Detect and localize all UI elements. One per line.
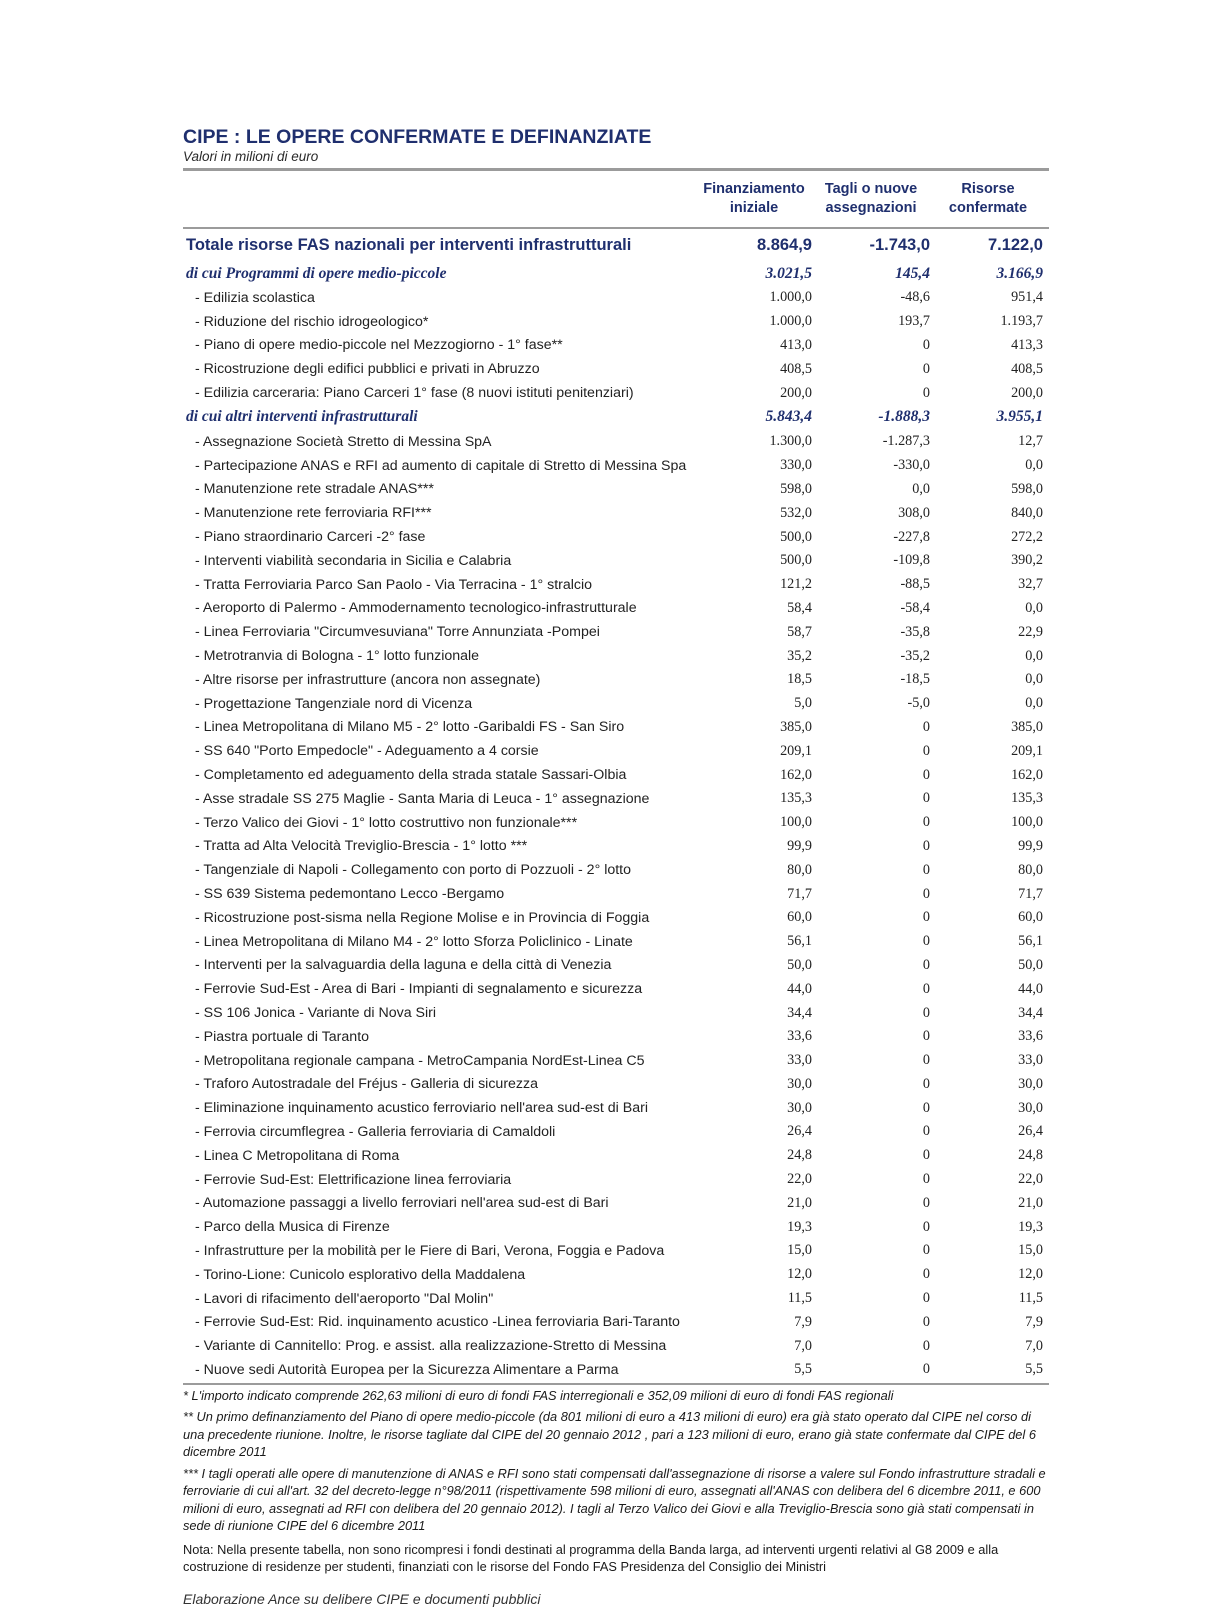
table-row [183,620,1049,644]
item-risorse: 30,0 [1018,1099,1043,1116]
table-row [183,692,1049,716]
item-label: - Riduzione del rischio idrogeologico* [195,313,429,330]
table-row [183,1263,1049,1287]
item-risorse: 99,9 [1018,837,1043,854]
table-row [183,1025,1049,1049]
item-finanziamento: 408,5 [780,360,812,377]
item-label: - Progettazione Tangenziale nord di Vicenza [195,695,473,712]
table-row [183,811,1049,835]
item-risorse: 22,9 [1018,623,1043,640]
item-risorse: 21,0 [1018,1194,1043,1211]
item-tagli: 0 [922,1028,930,1045]
table-row [183,1096,1049,1120]
item-tagli: 0 [922,1218,930,1235]
table-row [183,573,1049,597]
header-line: Tagli o nuove [824,181,918,197]
header-risorse-confermate [927,180,1049,218]
document [183,125,1049,1607]
item-finanziamento: 33,0 [787,1052,812,1069]
total-label: Totale risorse FAS nazionali per interventi infrastrutturali [186,235,632,254]
item-label: - Variante di Cannitello: Prog. e assist. alla realizzazione-Stretto di Messina [195,1338,667,1355]
item-label: - Manutenzione rete stradale ANAS*** [195,481,434,498]
item-tagli: 0 [922,336,930,353]
item-risorse: 33,6 [1018,1028,1043,1045]
item-label: - Manutenzione rete ferroviaria RFI*** [195,505,432,522]
item-tagli: -48,6 [900,289,930,306]
table-row [183,668,1049,692]
item-tagli: 0 [922,790,930,807]
table-row [183,1310,1049,1334]
item-tagli: 193,7 [898,313,930,330]
item-finanziamento: 80,0 [787,861,812,878]
table-row [183,1239,1049,1263]
item-label: - Traforo Autostradale del Fréjus - Galleria di sicurezza [195,1076,539,1093]
table-row [183,858,1049,882]
item-risorse: 60,0 [1018,909,1043,926]
footnotes [183,1387,1049,1535]
item-finanziamento: 7,0 [794,1337,812,1354]
table-row [183,334,1049,358]
item-risorse: 0,0 [1025,599,1043,616]
table-row [183,1168,1049,1192]
item-finanziamento: 30,0 [787,1075,812,1092]
table-row [183,1334,1049,1358]
item-finanziamento: 18,5 [787,671,812,688]
item-finanziamento: 56,1 [787,933,812,950]
table-row [183,930,1049,954]
table-bottom-rule [183,1383,1049,1385]
item-tagli: 0 [922,1337,930,1354]
item-risorse: 209,1 [1011,742,1043,759]
item-label: - Metropolitana regionale campana - MetroCampania NordEst-Linea C5 [195,1052,645,1069]
header-line: confermate [948,200,1028,216]
table-body [183,261,1049,1382]
table-row [183,286,1049,310]
item-risorse: 11,5 [1018,1290,1043,1307]
item-label: - Tangenziale di Napoli - Collegamento con porto di Pozzuoli - 2° lotto [195,862,632,879]
item-tagli: 0 [922,1147,930,1164]
item-label: - Ferrovie Sud-Est: Rid. inquinamento acustico -Linea ferroviaria Bari-Taranto [195,1314,680,1331]
total-risorse: 7.122,0 [987,235,1043,254]
item-risorse: 19,3 [1018,1218,1043,1235]
item-tagli: 0 [922,1242,930,1259]
item-label: - Ricostruzione degli edifici pubblici e privati in Abruzzo [195,361,540,378]
item-label: - Aeroporto di Palermo - Ammodernamento tecnologico-infrastrutturale [195,600,637,617]
item-label: - SS 640 "Porto Empedocle" - Adeguamento a 4 corsie [195,743,539,760]
item-risorse: 24,8 [1018,1147,1043,1164]
item-tagli: 0 [922,956,930,973]
item-finanziamento: 100,0 [780,814,812,831]
item-label: - Torino-Lione: Cunicolo esplorativo della Maddalena [195,1266,526,1283]
page-subtitle: Valori in milioni di euro [183,149,319,164]
page-title: CIPE : LE OPERE CONFERMATE E DEFINANZIATE [183,126,652,148]
item-tagli: -5,0 [907,695,930,712]
table-row [183,1215,1049,1239]
item-tagli: 0 [922,837,930,854]
item-finanziamento: 413,0 [780,336,812,353]
table-row [183,644,1049,668]
table-row [183,716,1049,740]
item-finanziamento: 71,7 [787,885,812,902]
item-risorse: 26,4 [1018,1123,1043,1140]
item-risorse: 30,0 [1018,1075,1043,1092]
item-label: - Ricostruzione post-sisma nella Regione Molise e in Provincia di Foggia [195,909,650,926]
item-risorse: 32,7 [1018,576,1043,593]
item-risorse: 12,0 [1018,1266,1043,1283]
item-tagli: 0 [922,384,930,401]
item-finanziamento: 60,0 [787,909,812,926]
item-label: - Ferrovia circumflegrea - Galleria ferroviaria di Camaldoli [195,1123,556,1140]
item-finanziamento: 19,3 [787,1218,812,1235]
item-risorse: 7,0 [1025,1337,1043,1354]
item-label: - Linea C Metropolitana di Roma [195,1147,400,1164]
item-tagli: -88,5 [900,576,930,593]
item-label: - Asse stradale SS 275 Maglie - Santa Maria di Leuca - 1° assegnazione [195,790,650,807]
header-tagli-nuove-assegnazioni [815,180,927,218]
item-risorse: 951,4 [1011,289,1043,306]
item-tagli: 0 [922,1123,930,1140]
item-tagli: -18,5 [900,671,930,688]
header-line: assegnazioni [825,200,917,216]
item-tagli: 0 [922,360,930,377]
item-risorse: 7,9 [1025,1313,1043,1330]
subtotal-finanziamento: 5.843,4 [765,408,812,426]
table-row [183,549,1049,573]
item-risorse: 56,1 [1018,933,1043,950]
item-label: - Edilizia carceraria: Piano Carceri 1° fase (8 nuovi istituti penitenziari) [195,385,634,402]
item-finanziamento: 22,0 [787,1171,812,1188]
table-row [183,906,1049,930]
footnote-1: * L'importo indicato comprende 262,63 milioni di euro di fondi FAS interregionali e 352,09 milioni di euro di fondi FAS regionali [183,1387,894,1403]
item-risorse: 34,4 [1018,1004,1043,1021]
table-header [183,171,1049,229]
header-line: Finanziamento [703,181,805,197]
item-tagli: -58,4 [900,599,930,616]
item-label: - Nuove sedi Autorità Europea per la Sicurezza Alimentare a Parma [195,1361,619,1378]
subtotal-risorse: 3.955,1 [996,408,1043,426]
item-tagli: 0 [922,980,930,997]
item-risorse: 162,0 [1011,766,1043,783]
item-tagli: 0 [922,1266,930,1283]
item-risorse: 0,0 [1025,457,1043,474]
subtotal-finanziamento: 3.021,5 [765,264,812,282]
item-risorse: 598,0 [1011,480,1043,497]
item-tagli: 0 [922,766,930,783]
item-label: - Assegnazione Società Stretto di Messina SpA [195,433,492,450]
item-label: - Tratta Ferroviaria Parco San Paolo - Via Terracina - 1° stralcio [195,576,593,593]
item-label: - Infrastrutture per la mobilità per le Fiere di Bari, Verona, Foggia e Padova [195,1242,665,1259]
item-tagli: 0 [922,1194,930,1211]
header-finanziamento-iniziale [693,180,815,218]
header-line: iniziale [729,200,779,216]
subtotal-row [183,405,1049,430]
item-finanziamento: 24,8 [787,1147,812,1164]
subtotal-risorse: 3.166,9 [996,264,1043,282]
item-finanziamento: 33,6 [787,1028,812,1045]
item-tagli: 0 [922,1052,930,1069]
item-label: - Automazione passaggi a livello ferroviari nell'area sud-est di Bari [195,1195,609,1212]
table-row [183,454,1049,478]
subtotal-tagli: 145,4 [895,264,930,282]
table-row [183,763,1049,787]
item-finanziamento: 5,0 [794,695,812,712]
subtotal-label: di cui Programmi di opere medio-piccole [186,264,447,282]
item-finanziamento: 44,0 [787,980,812,997]
item-tagli: 0 [922,1075,930,1092]
item-finanziamento: 35,2 [787,647,812,664]
item-tagli: 0 [922,885,930,902]
item-label: - Linea Ferroviaria "Circumvesuviana" Torre Annunziata -Pompei [195,624,600,641]
table-row [183,1120,1049,1144]
item-finanziamento: 209,1 [780,742,812,759]
subtotal-tagli: -1.888,3 [878,408,930,426]
item-finanziamento: 99,9 [787,837,812,854]
total-finanziamento: 8.864,9 [756,235,812,254]
table-row [183,1144,1049,1168]
item-label: - Partecipazione ANAS e RFI ad aumento di capitale di Stretto di Messina Spa [195,457,687,474]
total-row [183,229,1049,261]
item-risorse: 22,0 [1018,1171,1043,1188]
item-finanziamento: 500,0 [780,552,812,569]
table-row [183,1073,1049,1097]
table-row [183,977,1049,1001]
item-risorse: 100,0 [1011,814,1043,831]
table-row [183,501,1049,525]
item-label: - Edilizia scolastica [195,289,315,306]
item-tagli: -1.287,3 [882,433,930,450]
footnote-3: *** I tagli operati alle opere di manutenzione di ANAS e RFI sono stati compensati dall'assegnazione di risorse a valere sul Fondo infrastrutture stradali e ferroviarie di cui all'art. 32 del decreto-legge n°98/2011 (rispettivamente 598 milioni di euro, assegnati all'ANAS con delibera del 6 dicembre 2011, e 600 milioni di euro, assegnati ad RFI con delibera del 20 gennaio 2012). I tagli al Terzo Valico dei Giovi e alla Treviglio-Brescia sono già stati compensati in sede di riunione CIPE del 6 dicembre 2011 [183,1465,1046,1534]
subtotal-label: di cui altri interventi infrastrutturali [186,408,418,426]
item-risorse: 840,0 [1011,504,1043,521]
item-label: - Linea Metropolitana di Milano M4 - 2° lotto Sforza Policlinico - Linate [195,933,633,950]
item-tagli: 0 [922,933,930,950]
table-row [183,835,1049,859]
table-row [183,597,1049,621]
table-row [183,478,1049,502]
table-row [183,1287,1049,1311]
item-risorse: 0,0 [1025,695,1043,712]
item-label: - Eliminazione inquinamento acustico ferroviario nell'area sud-est di Bari [195,1100,648,1117]
footnote-2: ** Un primo definanziamento del Piano di opere medio-piccole (da 801 milioni di euro a 413 milioni di euro) era già stato operato dal CIPE nel corso di una precedente riunione. Inoltre, le risorse tagliate dal CIPE del 20 gennaio 2012 , pari a 123 milioni di euro, erano già state confermate dal CIPE del 6 dicembre 2011 [183,1409,1036,1460]
item-tagli: 0 [922,1290,930,1307]
item-risorse: 12,7 [1018,433,1043,450]
table-note: Nota: Nella presente tabella, non sono ricompresi i fondi destinati al programma della Banda larga, ad interventi urgenti relativi al G8 2009 e alla costruzione di residenze per studenti, finanziati con le risorse del Fondo FAS Presidenza del Consiglio dei Ministri [183,1541,999,1575]
item-finanziamento: 15,0 [787,1242,812,1259]
item-tagli: 0 [922,1171,930,1188]
item-finanziamento: 12,0 [787,1266,812,1283]
table-row [183,1358,1049,1382]
item-tagli: 0 [922,742,930,759]
item-tagli: -35,2 [900,647,930,664]
item-risorse: 1.193,7 [1000,313,1043,330]
source-credit: Elaborazione Ance su delibere CIPE e documenti pubblici [183,1590,541,1607]
item-risorse: 50,0 [1018,956,1043,973]
item-label: - Terzo Valico dei Giovi - 1° lotto costruttivo non funzionale*** [195,814,578,831]
subtotal-row [183,261,1049,286]
item-finanziamento: 121,2 [780,576,812,593]
table-row [183,1191,1049,1215]
table-row [183,381,1049,405]
item-tagli: 0 [922,1004,930,1021]
item-label: - Interventi per la salvaguardia della laguna e della città di Venezia [195,957,612,974]
item-finanziamento: 162,0 [780,766,812,783]
item-risorse: 33,0 [1018,1052,1043,1069]
item-finanziamento: 1.300,0 [769,433,812,450]
item-label: - Ferrovie Sud-Est - Area di Bari - Impianti di segnalamento e sicurezza [195,981,643,998]
total-tagli: -1.743,0 [869,235,930,254]
item-risorse: 385,0 [1011,718,1043,735]
item-finanziamento: 500,0 [780,528,812,545]
item-label: - SS 106 Jonica - Variante di Nova Siri [195,1005,437,1021]
item-finanziamento: 26,4 [787,1123,812,1140]
item-tagli: 0 [922,1361,930,1378]
item-tagli: 308,0 [898,504,930,521]
item-risorse: 0,0 [1025,647,1043,664]
item-label: - Lavori di rifacimento dell'aeroporto "Dal Molin" [195,1290,494,1307]
item-tagli: -109,8 [893,552,930,569]
item-finanziamento: 21,0 [787,1194,812,1211]
item-tagli: -35,8 [900,623,930,640]
item-finanziamento: 135,3 [780,790,812,807]
table-row [183,954,1049,978]
item-tagli: 0,0 [912,480,930,497]
item-label: - Interventi viabilità secondaria in Sicilia e Calabria [195,552,512,569]
table-row [183,430,1049,454]
item-finanziamento: 532,0 [780,504,812,521]
item-label: - Altre risorse per infrastrutture (ancora non assegnate) [195,671,541,688]
item-risorse: 0,0 [1025,671,1043,688]
item-tagli: -227,8 [893,528,930,545]
item-label: - Parco della Musica di Firenze [195,1219,390,1236]
table-row [183,1001,1049,1025]
item-finanziamento: 5,5 [794,1361,812,1378]
item-finanziamento: 58,4 [787,599,812,616]
item-tagli: 0 [922,1313,930,1330]
item-tagli: 0 [922,814,930,831]
item-risorse: 272,2 [1011,528,1043,545]
item-label: - Piano di opere medio-piccole nel Mezzogiorno - 1° fase** [195,337,563,354]
item-finanziamento: 11,5 [787,1290,812,1307]
item-finanziamento: 7,9 [794,1313,812,1330]
table-row [183,1049,1049,1073]
item-finanziamento: 50,0 [787,956,812,973]
item-label: - Completamento ed adeguamento della strada statale Sassari-Olbia [195,767,627,784]
item-tagli: 0 [922,718,930,735]
header-line: Risorse [961,181,1015,197]
item-label: - Ferrovie Sud-Est: Elettrificazione linea ferroviaria [195,1171,512,1188]
table-row [183,357,1049,381]
item-risorse: 71,7 [1018,885,1043,902]
item-finanziamento: 598,0 [780,480,812,497]
item-label: - SS 639 Sistema pedemontano Lecco -Bergamo [195,886,505,903]
item-risorse: 80,0 [1018,861,1043,878]
item-label: - Metrotranvia di Bologna - 1° lotto funzionale [195,648,480,665]
item-finanziamento: 58,7 [787,623,812,640]
item-tagli: 0 [922,1099,930,1116]
item-label: - Tratta ad Alta Velocità Treviglio-Brescia - 1° lotto *** [195,838,528,855]
item-finanziamento: 1.000,0 [769,289,812,306]
item-risorse: 44,0 [1018,980,1043,997]
item-tagli: 0 [922,909,930,926]
item-finanziamento: 330,0 [780,457,812,474]
item-risorse: 135,3 [1011,790,1043,807]
table-row [183,310,1049,334]
item-risorse: 408,5 [1011,360,1043,377]
table-row [183,739,1049,763]
item-finanziamento: 30,0 [787,1099,812,1116]
item-risorse: 15,0 [1018,1242,1043,1259]
item-risorse: 200,0 [1011,384,1043,401]
item-risorse: 390,2 [1011,552,1043,569]
item-label: - Linea Metropolitana di Milano M5 - 2° lotto -Garibaldi FS - San Siro [195,719,625,736]
table-row [183,787,1049,811]
table-row [183,882,1049,906]
item-tagli: -330,0 [893,457,930,474]
item-finanziamento: 1.000,0 [769,313,812,330]
item-finanziamento: 200,0 [780,384,812,401]
table-row [183,525,1049,549]
item-finanziamento: 385,0 [780,718,812,735]
item-finanziamento: 34,4 [787,1004,812,1021]
item-risorse: 5,5 [1025,1361,1043,1378]
item-risorse: 413,3 [1011,336,1043,353]
item-tagli: 0 [922,861,930,878]
item-label: - Piano straordinario Carceri -2° fase [195,529,426,546]
item-label: - Piastra portuale di Taranto [195,1028,370,1045]
